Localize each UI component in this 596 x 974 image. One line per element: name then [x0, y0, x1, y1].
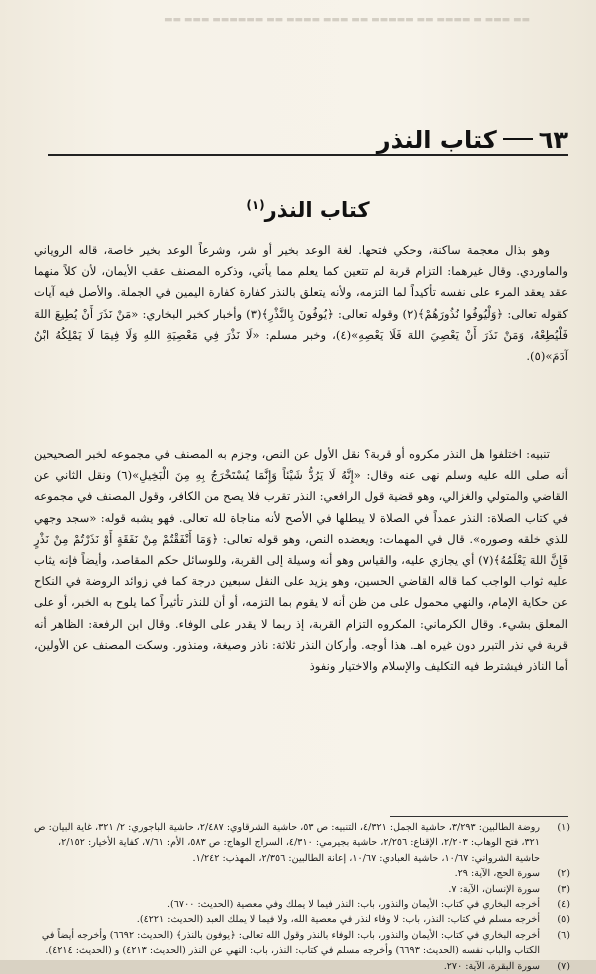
- footnote: [32, 959, 570, 974]
- footnote-text: سورة البقرة، الآية: ٢٧٠.: [443, 960, 540, 972]
- footnote-number: (٢): [557, 868, 570, 880]
- footnote: [32, 897, 570, 912]
- footnote-text: روضة الطالبين: ٣/٢٩٣، حاشية الجمل: ٤/٣٢١، التنبيه: ص ٥٣، حاشية الشرقاوي: ٢/٤٨٧، حاشية الباجوري: ٢/ ٣٢١، غاية البيان: ص ٣٢١، فتح الوهاب: ٢/٢٠٣، الإقناع: ٢/٢٥٦، حاشية بجيرمي: ٤/٣١٠، السراج الوهاج: ص ٥٨٣، الأم: ٧/٦١، كفاية الأخيار: ٢/١٥٢، حاشية الشرواني: ١٠/٦٧، حاشية العبادي: ١٠/٦٧، إعانة الطالبين: ٢/٣٥٦، المهذب: ١/٢٤٢.: [33, 822, 540, 864]
- footnote-number: (١): [557, 822, 570, 833]
- footnote-text: أخرجه مسلم في كتاب: النذر، باب: لا وفاء لنذر في معصية الله، ولا فيما لا يملك العبد (الحديث: ٤٢٢١).: [136, 914, 540, 926]
- footnote-number: (٥): [557, 914, 570, 926]
- footnote: [32, 820, 570, 866]
- footnote-number: (٣): [557, 883, 570, 895]
- chapter-title: كتاب النذر: [264, 198, 370, 222]
- footnote-text: سورة الحج، الآية: ٢٩.: [454, 868, 540, 880]
- chapter-note-ref: (١): [246, 198, 265, 212]
- paragraph-text: وهو بذال معجمة ساكنة، وحكي فتحها. لغة الوعد بخير أو شر، وشرعاً الوعد بخير خاصة، قاله الروياني والماوردي. وقال غيرهما: التزام قربة لم تتعين كما يعلم مما يأتي، وذكره المصنف عقب الأيمان، لأن كلاً منهما عقد يعقد المرء على نفسه تأكيداً لما التزمه، ولأنه يتعلق بالنذر كفارة كفارة اليمين في الجملة. والأصل فيه آيات كقوله تعالى: ﴿وَلْيُوفُوا نُذُورَهُمْ﴾(٢) وقوله تعالى: ﴿يُوفُونَ بِالنَّذْرِ﴾(٣) وأخبار كخبر البخاري: «مَنْ نَذَرَ أَنْ يُطِيعَ اللهَ فَلْيُطِعْهُ، وَمَنْ نَذَرَ أَنْ يَعْصِيَ اللهَ فَلَا يَعْصِهِ»(٤)، وخبر مسلم: «لَا نَذْرَ فِي مَعْصِيَةِ اللهِ وَلَا فِيمَا لَا يَمْلِكُهُ ابْنُ آدَمَ»(٥).: [34, 243, 569, 364]
- chapter-heading: [48, 198, 568, 222]
- footnote-text: أخرجه البخاري في كتاب: الأيمان والنذور، باب: النذر فيما لا يملك وفي معصية (الحديث: ٦٧٠٠).: [166, 899, 540, 911]
- footnote-number: (٦): [557, 929, 570, 941]
- running-header-title: كتاب النذر: [376, 126, 497, 154]
- body-paragraph-1: [34, 240, 568, 367]
- page-number: ٦٣: [538, 126, 568, 154]
- footnote: [32, 866, 570, 881]
- footnote: [32, 882, 570, 897]
- paragraph-text: تنبيه: اختلفوا هل النذر مكروه أو قربة؟ نقل الأول عن النص، وجزم به المصنف في مجموعه لخبر الصحيحين أنه صلى الله عليه وسلم نهى عنه وقال: «إِنَّهُ لَا يَرُدُّ شَيْئاً وَإِنَّمَا يُسْتَخْرَجُ بِهِ مِنَ الْبَخِيلِ»(٦) ونقل الثاني عن القاضي والمتولي والغزالي، وهو قضية قول الرافعي: النذر تقرب فلا يصح من الكافر، وقول المصنف في مجموعه في كتاب الصلاة: النذر عمداً في الصلاة لا يبطلها في الأصح لأنه مناجاة لله تعالى. فهو يشبه قوله: «سجد وجهي للذي خلقه وصوره». قال في المهمات: ويعضده النص، وهو قوله تعالى: ﴿وَمَا أَنْفَقْتُمْ مِنْ نَفَقَةٍ أَوْ نَذَرْتُمْ مِنْ نَذْرٍ فَإِنَّ اللهَ يَعْلَمُهُ﴾(٧) أي يجازي عليه، والقياس وهو أنه وسيلة إلى القربة، وللوسائل حكم المقاصد، وأيضاً فإنه يثاب عليه ثواب الواجب كما قاله القاضي الحسين، وهو يزيد على النفل سبعين درجة كما في زوائد الروضة في النكاح عن حكاية الإمام، والنهي محمول على من ظن أنه لا يقوم بما التزمه، أو أن للنذر تأثيراً كما يلوح به الخبر، أو على المعلق بشيء. وقال الكرماني: المكروه التزام القربة، إذ ربما لا يقدر على الوفاء. وقال ابن الرفعة: الظاهر أنه قربة في نذر التبرر دون غيره اهـ. هذا أوجه. وأركان النذر ثلاثة: ناذر وصيغة، ومنذور. وسكت المصنف عن الأولين، أما الناذر فيشترط فيه التكليف والإسلام والاختيار ونفوذ: [34, 447, 568, 674]
- footnote-number: (٧): [557, 960, 570, 972]
- footnote: [32, 912, 570, 927]
- footnote: [32, 928, 570, 959]
- running-header: [48, 118, 568, 156]
- footnote-separator: [390, 816, 568, 817]
- footnote-text: أخرجه البخاري في كتاب: الأيمان والنذور، باب: الوفاء بالنذر وقول الله تعالى: ﴿يوفون بالنذر﴾ (الحديث: ٦٦٩٢) وأخرجه أيضاً في الكتاب والباب نفسه (الحديث: ٦٦٩٣) وأخرجه مسلم في كتاب: النذر، باب: النهي عن النذر (الحديث: ٤٢١٣) و (الحديث: ٤٢١٤).: [41, 929, 540, 957]
- header-dash: [503, 138, 533, 140]
- footnotes: [32, 820, 570, 974]
- bleed-through-text: ▬▬ ▬▬▬ ▬ ▬▬▬▬ ▬▬ ▬▬▬▬▬ ▬▬ ▬▬▬ ▬▬▬▬ ▬▬ ▬▬▬▬▬▬ ▬▬▬ ▬▬: [164, 15, 530, 25]
- footnote-text: سورة الإنسان، الآية: ٧.: [448, 883, 540, 895]
- body-paragraph-2: [34, 444, 568, 677]
- footnote-number: (٤): [557, 899, 570, 911]
